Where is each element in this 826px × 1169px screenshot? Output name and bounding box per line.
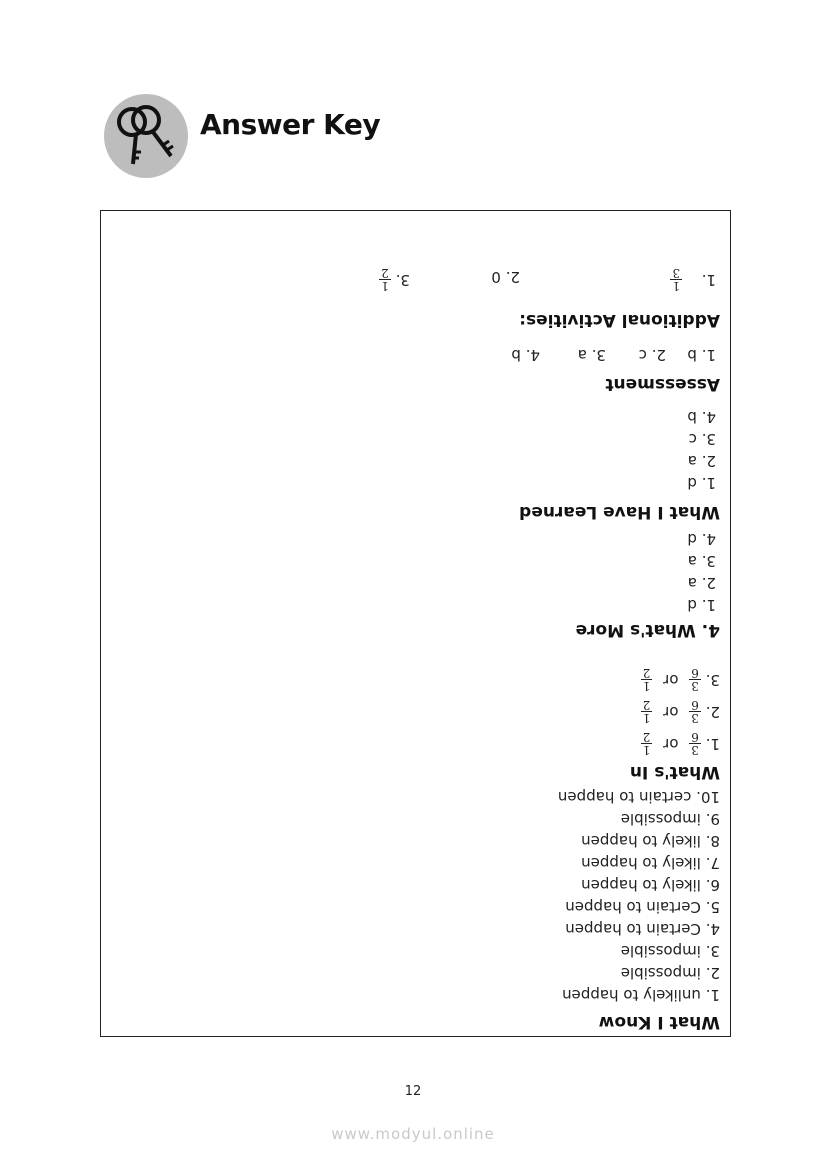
list-item: 3. a xyxy=(577,346,606,364)
fraction-row xyxy=(379,267,410,292)
heading-whats-more: 4. What's More xyxy=(575,620,720,640)
list-item: 2. 0 xyxy=(491,268,520,286)
list-item: 2. a xyxy=(687,452,716,470)
list-item: 1. b xyxy=(687,346,716,364)
list-item: 5. Certain to happen xyxy=(565,898,720,916)
answer-content-rotated xyxy=(101,211,730,1036)
list-item: 3. impossible xyxy=(620,942,720,960)
keys-icon xyxy=(103,92,189,180)
item-number: 3. xyxy=(395,271,410,289)
heading-what-i-have-learned: What I Have Learned xyxy=(519,502,720,522)
list-item: 4. Certain to happen xyxy=(565,920,720,938)
list-item: 2. impossible xyxy=(620,964,720,982)
list-item: 7. likely to happen xyxy=(581,854,720,872)
fraction: 3 6 xyxy=(691,666,699,693)
item-number: 3. xyxy=(705,671,720,689)
fraction-row xyxy=(641,699,720,724)
watermark: www.modyul.online xyxy=(331,1125,495,1143)
list-item: 4. b xyxy=(511,346,540,364)
list-item: 3. c xyxy=(688,430,716,448)
or-text: or xyxy=(663,671,679,689)
list-item: 8. likely to happen xyxy=(581,832,720,850)
fraction: 3 6 xyxy=(691,698,699,725)
item-number: 1. xyxy=(701,271,716,289)
fraction: 1 2 xyxy=(642,666,651,693)
list-item: 1. d xyxy=(687,596,716,614)
fraction: 1 2 xyxy=(642,730,651,757)
fraction-row xyxy=(641,731,720,756)
list-item: 10. certain to happen xyxy=(557,788,720,806)
heading-additional-activities: Additional Activities: xyxy=(519,310,720,330)
heading-whats-in: What's In xyxy=(629,762,720,782)
answer-box xyxy=(100,210,731,1037)
list-item: 2. a xyxy=(687,574,716,592)
list-item: 6. likely to happen xyxy=(581,876,720,894)
fraction: 1 2 xyxy=(381,266,389,293)
heading-assessment: Assessment xyxy=(605,374,720,394)
heading-what-i-know: What I Know xyxy=(598,1012,720,1032)
fraction: 3 6 xyxy=(691,730,699,757)
page-number: 12 xyxy=(404,1084,422,1099)
list-item: 4. d xyxy=(687,530,716,548)
or-text: or xyxy=(663,735,679,753)
fraction: 1 3 xyxy=(672,266,681,293)
item-number: 2. xyxy=(705,703,720,721)
fraction-row xyxy=(641,667,720,692)
fraction: 1 2 xyxy=(642,698,651,725)
item-number: 1. xyxy=(705,735,720,753)
page-title: Answer Key xyxy=(200,108,381,141)
list-item: 1. d xyxy=(687,474,716,492)
or-text: or xyxy=(663,703,679,721)
list-item: 3. a xyxy=(687,552,716,570)
list-item: 1. unlikely to happen xyxy=(562,986,720,1004)
list-item: 9. impossible xyxy=(620,810,720,828)
fraction-row xyxy=(670,267,716,292)
list-item: 2. c xyxy=(638,346,666,364)
list-item: 4. b xyxy=(687,408,716,426)
